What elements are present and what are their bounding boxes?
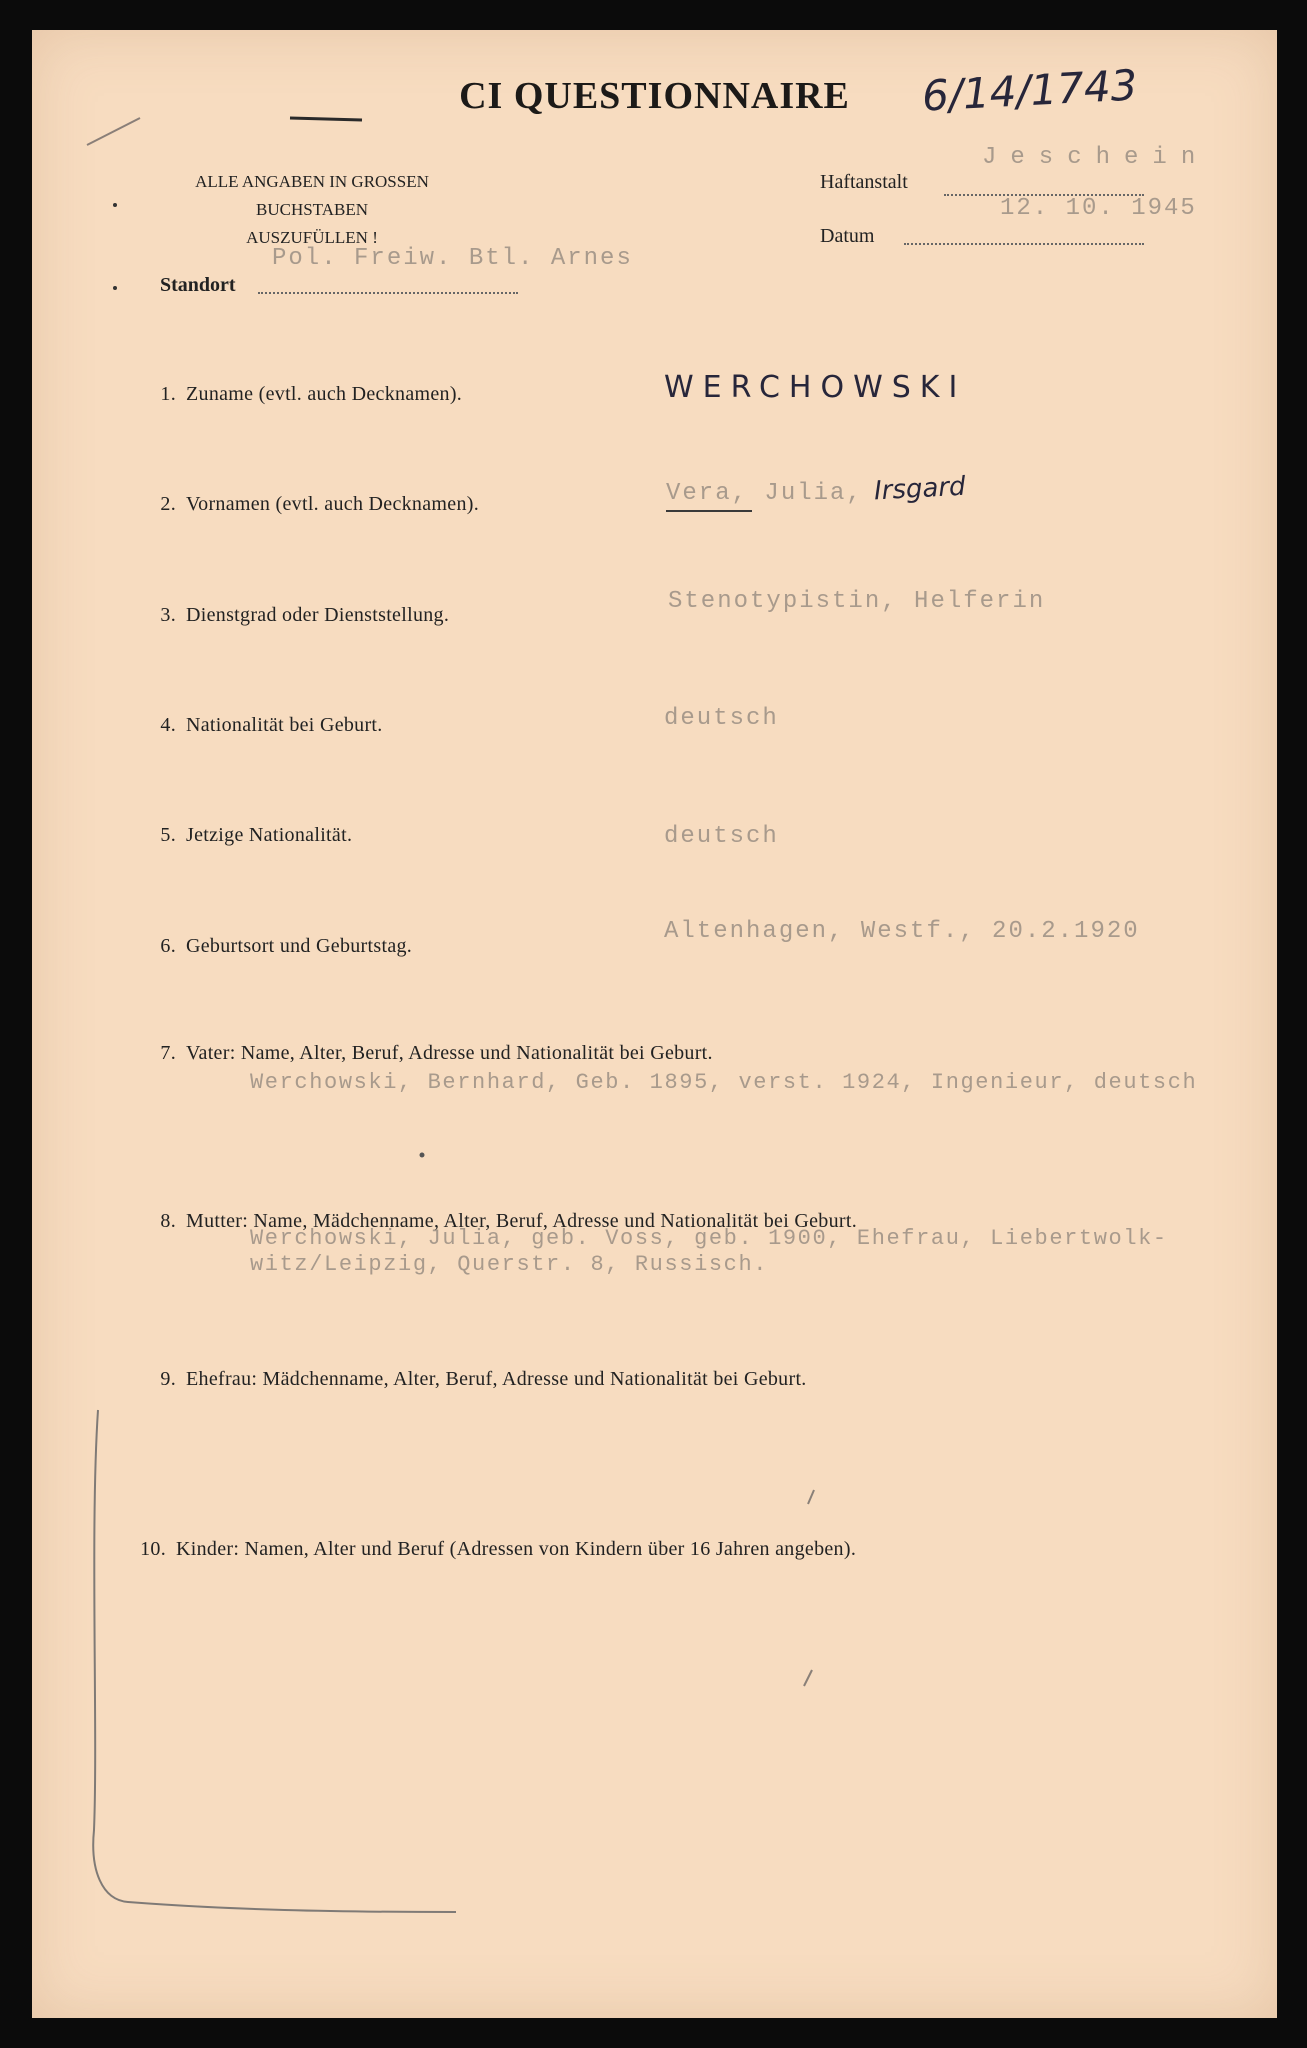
question-2 <box>138 493 479 516</box>
answer-father: Werchowski, Bernhard, Geb. 1895, verst. 1924, Ingenieur, deutsch <box>250 1070 1198 1095</box>
question-text: Geburtsort und Geburtstag. <box>186 935 413 957</box>
answer-birthplace-date: Altenhagen, Westf., 20.2.1920 <box>664 918 1140 945</box>
pencil-marks <box>32 30 1277 2018</box>
question-10 <box>128 1538 856 1561</box>
answer-rank: Stenotypistin, Helferin <box>668 588 1046 615</box>
answer-underline <box>666 510 752 512</box>
question-5 <box>138 824 352 847</box>
question-6 <box>138 935 412 958</box>
answer-mother-line-1: Werchowski, Julia, geb. Voss, geb. 1900, Ehefrau, Liebertwolk- <box>250 1226 1168 1251</box>
question-number: 2. <box>160 493 176 515</box>
question-number: 6. <box>160 935 176 957</box>
question-number: 10. <box>140 1538 166 1560</box>
answer-current-nationality: deutsch <box>664 823 779 850</box>
question-number: 8. <box>160 1210 176 1232</box>
answer-first-names-handwritten: Irsgard <box>873 471 967 507</box>
question-text: Kinder: Namen, Alter und Beruf (Adressen von Kindern über 16 Jahren angeben). <box>176 1538 857 1560</box>
question-text: Vater: Name, Alter, Beruf, Adresse und Nationalität bei Geburt. <box>186 1042 713 1064</box>
datum-line <box>904 243 1144 245</box>
instruction-line-1: ALLE ANGABEN IN GROSSEN BUCHSTABEN <box>195 172 429 219</box>
question-text: Dienstgrad oder Dienststellung. <box>186 604 450 626</box>
question-number: 3. <box>160 604 176 626</box>
question-number: 4. <box>160 714 176 736</box>
answer-first-names-typed: Vera, Julia, <box>666 480 863 507</box>
page-title: CI QUESTIONNAIRE <box>459 75 850 117</box>
question-number: 1. <box>160 383 176 405</box>
instruction-line-2: AUSZUFÜLLEN ! <box>246 228 378 247</box>
question-text: Zuname (evtl. auch Decknamen). <box>186 383 463 405</box>
question-1 <box>138 383 462 406</box>
question-text: Vornamen (evtl. auch Decknamen). <box>186 493 480 515</box>
answer-nationality-birth: deutsch <box>664 705 779 732</box>
instructions <box>152 168 472 252</box>
datum-value: 12. 10. 1945 <box>1000 195 1197 222</box>
question-7 <box>138 1042 713 1065</box>
question-4 <box>138 714 383 737</box>
standort-label: Standort <box>160 274 236 296</box>
question-9 <box>138 1368 807 1391</box>
haftanstalt-label: Haftanstalt <box>820 171 908 193</box>
question-text: Jetzige Nationalität. <box>186 824 353 846</box>
standort-line <box>258 292 518 294</box>
standort-value: Pol. Freiw. Btl. Arnes <box>272 245 633 272</box>
answer-mother-line-2: witz/Leipzig, Querstr. 8, Russisch. <box>250 1252 769 1277</box>
question-3 <box>138 604 449 627</box>
question-text: Mutter: Name, Mädchenname, Alter, Beruf, Adresse und Nationalität bei Geburt. <box>186 1210 857 1232</box>
question-text: Ehefrau: Mädchenname, Alter, Beruf, Adresse und Nationalität bei Geburt. <box>186 1368 807 1390</box>
haftanstalt-value: Jeschein <box>982 144 1210 171</box>
question-number: 7. <box>160 1042 176 1064</box>
datum-label: Datum <box>820 225 875 247</box>
question-number: 5. <box>160 824 176 846</box>
question-number: 9. <box>160 1368 176 1390</box>
question-text: Nationalität bei Geburt. <box>186 714 383 736</box>
answer-surname: WERCHOWSKI <box>664 370 967 405</box>
questionnaire-sheet <box>32 30 1277 2018</box>
file-number: 6/14/1743 <box>920 60 1139 121</box>
